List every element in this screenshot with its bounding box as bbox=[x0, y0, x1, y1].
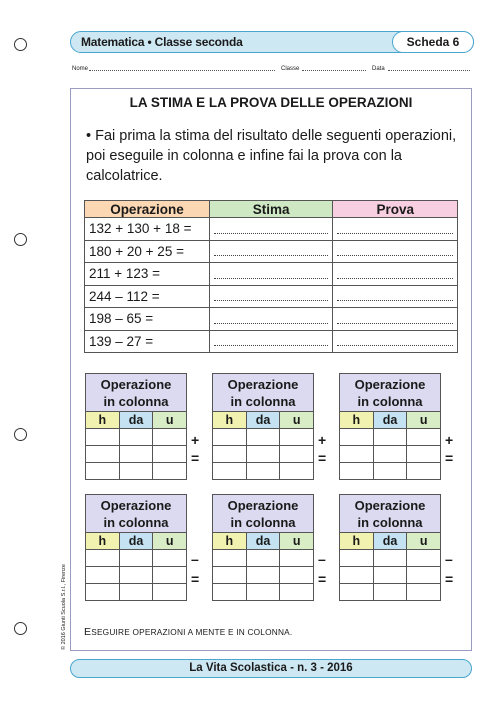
digit-cell[interactable] bbox=[86, 584, 120, 601]
footer-note: ESEGUIRE OPERAZIONI A MENTE E IN COLONNA. bbox=[84, 626, 293, 638]
operation-cell: 139 – 27 = bbox=[85, 330, 210, 353]
prova-cell[interactable] bbox=[333, 308, 458, 331]
digit-cell[interactable] bbox=[340, 429, 374, 446]
digit-cell[interactable] bbox=[407, 584, 441, 601]
grid-row bbox=[340, 446, 441, 463]
grid-row bbox=[340, 584, 441, 601]
digit-cell[interactable] bbox=[373, 446, 407, 463]
digit-cell[interactable] bbox=[340, 584, 374, 601]
hundreds-header: h bbox=[213, 412, 247, 429]
classe-label: Classe bbox=[281, 66, 300, 72]
classe-line[interactable] bbox=[302, 70, 366, 71]
digit-cell[interactable] bbox=[213, 550, 247, 567]
grid-row bbox=[213, 550, 314, 567]
hundreds-header: h bbox=[340, 533, 374, 550]
digit-cell[interactable] bbox=[153, 446, 187, 463]
digit-cell[interactable] bbox=[246, 446, 280, 463]
prova-cell[interactable] bbox=[333, 218, 458, 241]
digit-cell[interactable] bbox=[280, 429, 314, 446]
column-block-title: Operazione in colonna bbox=[339, 494, 441, 532]
hundreds-header: h bbox=[213, 533, 247, 550]
nome-label: Nome bbox=[72, 66, 89, 72]
minus-sign: – bbox=[318, 551, 326, 567]
minus-sign: – bbox=[445, 551, 453, 567]
table-row bbox=[85, 330, 458, 353]
digit-cell[interactable] bbox=[373, 463, 407, 480]
digit-cell[interactable] bbox=[86, 429, 120, 446]
column-block-title: Operazione in colonna bbox=[85, 494, 187, 532]
binder-hole-top bbox=[14, 38, 27, 51]
table-header-row bbox=[85, 201, 458, 218]
column-grid bbox=[85, 411, 187, 480]
digit-cell[interactable] bbox=[280, 550, 314, 567]
units-header: u bbox=[153, 533, 187, 550]
units-header: u bbox=[153, 412, 187, 429]
column-block-title: Operazione in colonna bbox=[212, 373, 314, 411]
digit-cell[interactable] bbox=[340, 550, 374, 567]
grid-row bbox=[213, 584, 314, 601]
equals-sign: = bbox=[191, 450, 200, 466]
bottom-bar: La Vita Scolastica - n. 3 - 2016 bbox=[70, 659, 472, 678]
column-block bbox=[212, 494, 327, 601]
tens-header: da bbox=[373, 533, 407, 550]
place-value-header bbox=[213, 412, 314, 429]
digit-cell[interactable] bbox=[86, 463, 120, 480]
prova-cell[interactable] bbox=[333, 330, 458, 353]
data-label: Data bbox=[372, 66, 385, 72]
place-value-header bbox=[340, 533, 441, 550]
tens-header: da bbox=[246, 412, 280, 429]
column-grid bbox=[85, 532, 187, 601]
column-grid bbox=[339, 532, 441, 601]
tens-header: da bbox=[246, 533, 280, 550]
digit-cell[interactable] bbox=[373, 429, 407, 446]
prova-cell[interactable] bbox=[333, 240, 458, 263]
digit-cell[interactable] bbox=[373, 550, 407, 567]
header-bar bbox=[70, 31, 474, 53]
digit-cell[interactable] bbox=[246, 463, 280, 480]
column-block-title: Operazione in colonna bbox=[85, 373, 187, 411]
plus-sign: + bbox=[318, 432, 327, 448]
grid-row bbox=[213, 429, 314, 446]
table-row bbox=[85, 263, 458, 286]
equals-sign: = bbox=[445, 450, 454, 466]
digit-cell[interactable] bbox=[86, 550, 120, 567]
col-header-operazione: Operazione bbox=[85, 201, 210, 218]
grid-row bbox=[340, 567, 441, 584]
instruction-text: • Fai prima la stima del risultato delle seguenti operazioni, poi eseguile in colonna e infine fai la prova con la calcolatrice. bbox=[86, 128, 457, 184]
digit-cell[interactable] bbox=[153, 429, 187, 446]
grid-row bbox=[213, 446, 314, 463]
digit-cell[interactable] bbox=[340, 463, 374, 480]
grid-row bbox=[86, 550, 187, 567]
operation-cell: 244 – 112 = bbox=[85, 285, 210, 308]
digit-cell[interactable] bbox=[373, 567, 407, 584]
grid-row bbox=[86, 584, 187, 601]
hundreds-header: h bbox=[86, 412, 120, 429]
grid-row bbox=[86, 429, 187, 446]
digit-cell[interactable] bbox=[213, 446, 247, 463]
table-row bbox=[85, 218, 458, 241]
table-row bbox=[85, 285, 458, 308]
digit-cell[interactable] bbox=[407, 463, 441, 480]
units-header: u bbox=[407, 412, 441, 429]
stima-cell[interactable] bbox=[209, 218, 333, 241]
operation-cell: 198 – 65 = bbox=[85, 308, 210, 331]
grid-row bbox=[340, 550, 441, 567]
equals-sign: = bbox=[318, 450, 327, 466]
stima-cell[interactable] bbox=[209, 308, 333, 331]
digit-cell[interactable] bbox=[86, 567, 120, 584]
column-block-title: Operazione in colonna bbox=[212, 494, 314, 532]
digit-cell[interactable] bbox=[153, 550, 187, 567]
operation-cell: 132 + 130 + 18 = bbox=[85, 218, 210, 241]
digit-cell[interactable] bbox=[246, 429, 280, 446]
tens-header: da bbox=[373, 412, 407, 429]
digit-cell[interactable] bbox=[119, 567, 153, 584]
grid-row bbox=[213, 567, 314, 584]
digit-cell[interactable] bbox=[246, 584, 280, 601]
table-row bbox=[85, 308, 458, 331]
stima-cell[interactable] bbox=[209, 285, 333, 308]
digit-cell[interactable] bbox=[280, 567, 314, 584]
digit-cell[interactable] bbox=[213, 463, 247, 480]
column-block-title: Operazione in colonna bbox=[339, 373, 441, 411]
digit-cell[interactable] bbox=[213, 567, 247, 584]
data-line[interactable] bbox=[388, 70, 470, 71]
equals-sign: = bbox=[191, 571, 200, 587]
page-title: LA STIMA E LA PROVA DELLE OPERAZIONI bbox=[129, 95, 413, 110]
binder-hole-upper bbox=[14, 233, 27, 246]
digit-cell[interactable] bbox=[280, 584, 314, 601]
digit-cell[interactable] bbox=[340, 446, 374, 463]
digit-cell[interactable] bbox=[153, 463, 187, 480]
column-block bbox=[339, 373, 454, 480]
place-value-header bbox=[86, 412, 187, 429]
digit-cell[interactable] bbox=[246, 550, 280, 567]
plus-sign: + bbox=[191, 432, 200, 448]
prova-cell[interactable] bbox=[333, 263, 458, 286]
minus-sign: – bbox=[191, 551, 199, 567]
column-block bbox=[85, 494, 200, 601]
digit-cell[interactable] bbox=[280, 446, 314, 463]
digit-cell[interactable] bbox=[407, 446, 441, 463]
equals-sign: = bbox=[445, 571, 454, 587]
scheda-label: Scheda 6 bbox=[392, 31, 474, 53]
stima-cell[interactable] bbox=[209, 240, 333, 263]
digit-cell[interactable] bbox=[86, 446, 120, 463]
digit-cell[interactable] bbox=[119, 463, 153, 480]
column-block bbox=[212, 373, 327, 480]
digit-cell[interactable] bbox=[340, 567, 374, 584]
digit-cell[interactable] bbox=[213, 584, 247, 601]
grid-row bbox=[213, 463, 314, 480]
subject-label: Matematica • Classe seconda bbox=[81, 35, 243, 49]
units-header: u bbox=[280, 533, 314, 550]
copyright-text: © 2016 Giunti Scuola S.r.l., Firenze bbox=[61, 564, 67, 650]
column-grid bbox=[212, 411, 314, 480]
column-grid bbox=[212, 532, 314, 601]
digit-cell[interactable] bbox=[119, 429, 153, 446]
units-header: u bbox=[280, 412, 314, 429]
tens-header: da bbox=[119, 533, 153, 550]
digit-cell[interactable] bbox=[153, 584, 187, 601]
grid-row bbox=[86, 463, 187, 480]
digit-cell[interactable] bbox=[119, 446, 153, 463]
hundreds-header: h bbox=[340, 412, 374, 429]
grid-row bbox=[340, 429, 441, 446]
digit-cell[interactable] bbox=[213, 429, 247, 446]
binder-hole-lower bbox=[14, 428, 27, 441]
equals-sign: = bbox=[318, 571, 327, 587]
column-grid bbox=[339, 411, 441, 480]
digit-cell[interactable] bbox=[373, 584, 407, 601]
place-value-header bbox=[340, 412, 441, 429]
digit-cell[interactable] bbox=[407, 429, 441, 446]
digit-cell[interactable] bbox=[153, 567, 187, 584]
column-block bbox=[339, 494, 454, 601]
prova-cell[interactable] bbox=[333, 285, 458, 308]
grid-row bbox=[86, 567, 187, 584]
operation-cell: 180 + 20 + 25 = bbox=[85, 240, 210, 263]
table-row bbox=[85, 240, 458, 263]
binder-hole-bottom bbox=[14, 622, 27, 635]
grid-row bbox=[86, 446, 187, 463]
column-block bbox=[85, 373, 200, 480]
stima-cell[interactable] bbox=[209, 263, 333, 286]
digit-cell[interactable] bbox=[246, 567, 280, 584]
digit-cell[interactable] bbox=[119, 584, 153, 601]
digit-cell[interactable] bbox=[407, 550, 441, 567]
operation-cell: 211 + 123 = bbox=[85, 263, 210, 286]
tens-header: da bbox=[119, 412, 153, 429]
place-value-header bbox=[86, 533, 187, 550]
units-header: u bbox=[407, 533, 441, 550]
grid-row bbox=[340, 463, 441, 480]
col-header-stima: Stima bbox=[209, 201, 333, 218]
stima-cell[interactable] bbox=[209, 330, 333, 353]
col-header-prova: Prova bbox=[333, 201, 458, 218]
hundreds-header: h bbox=[86, 533, 120, 550]
plus-sign: + bbox=[445, 432, 454, 448]
nome-line[interactable] bbox=[89, 70, 275, 71]
operations-table bbox=[84, 200, 458, 353]
digit-cell[interactable] bbox=[119, 550, 153, 567]
place-value-header bbox=[213, 533, 314, 550]
digit-cell[interactable] bbox=[407, 567, 441, 584]
digit-cell[interactable] bbox=[280, 463, 314, 480]
